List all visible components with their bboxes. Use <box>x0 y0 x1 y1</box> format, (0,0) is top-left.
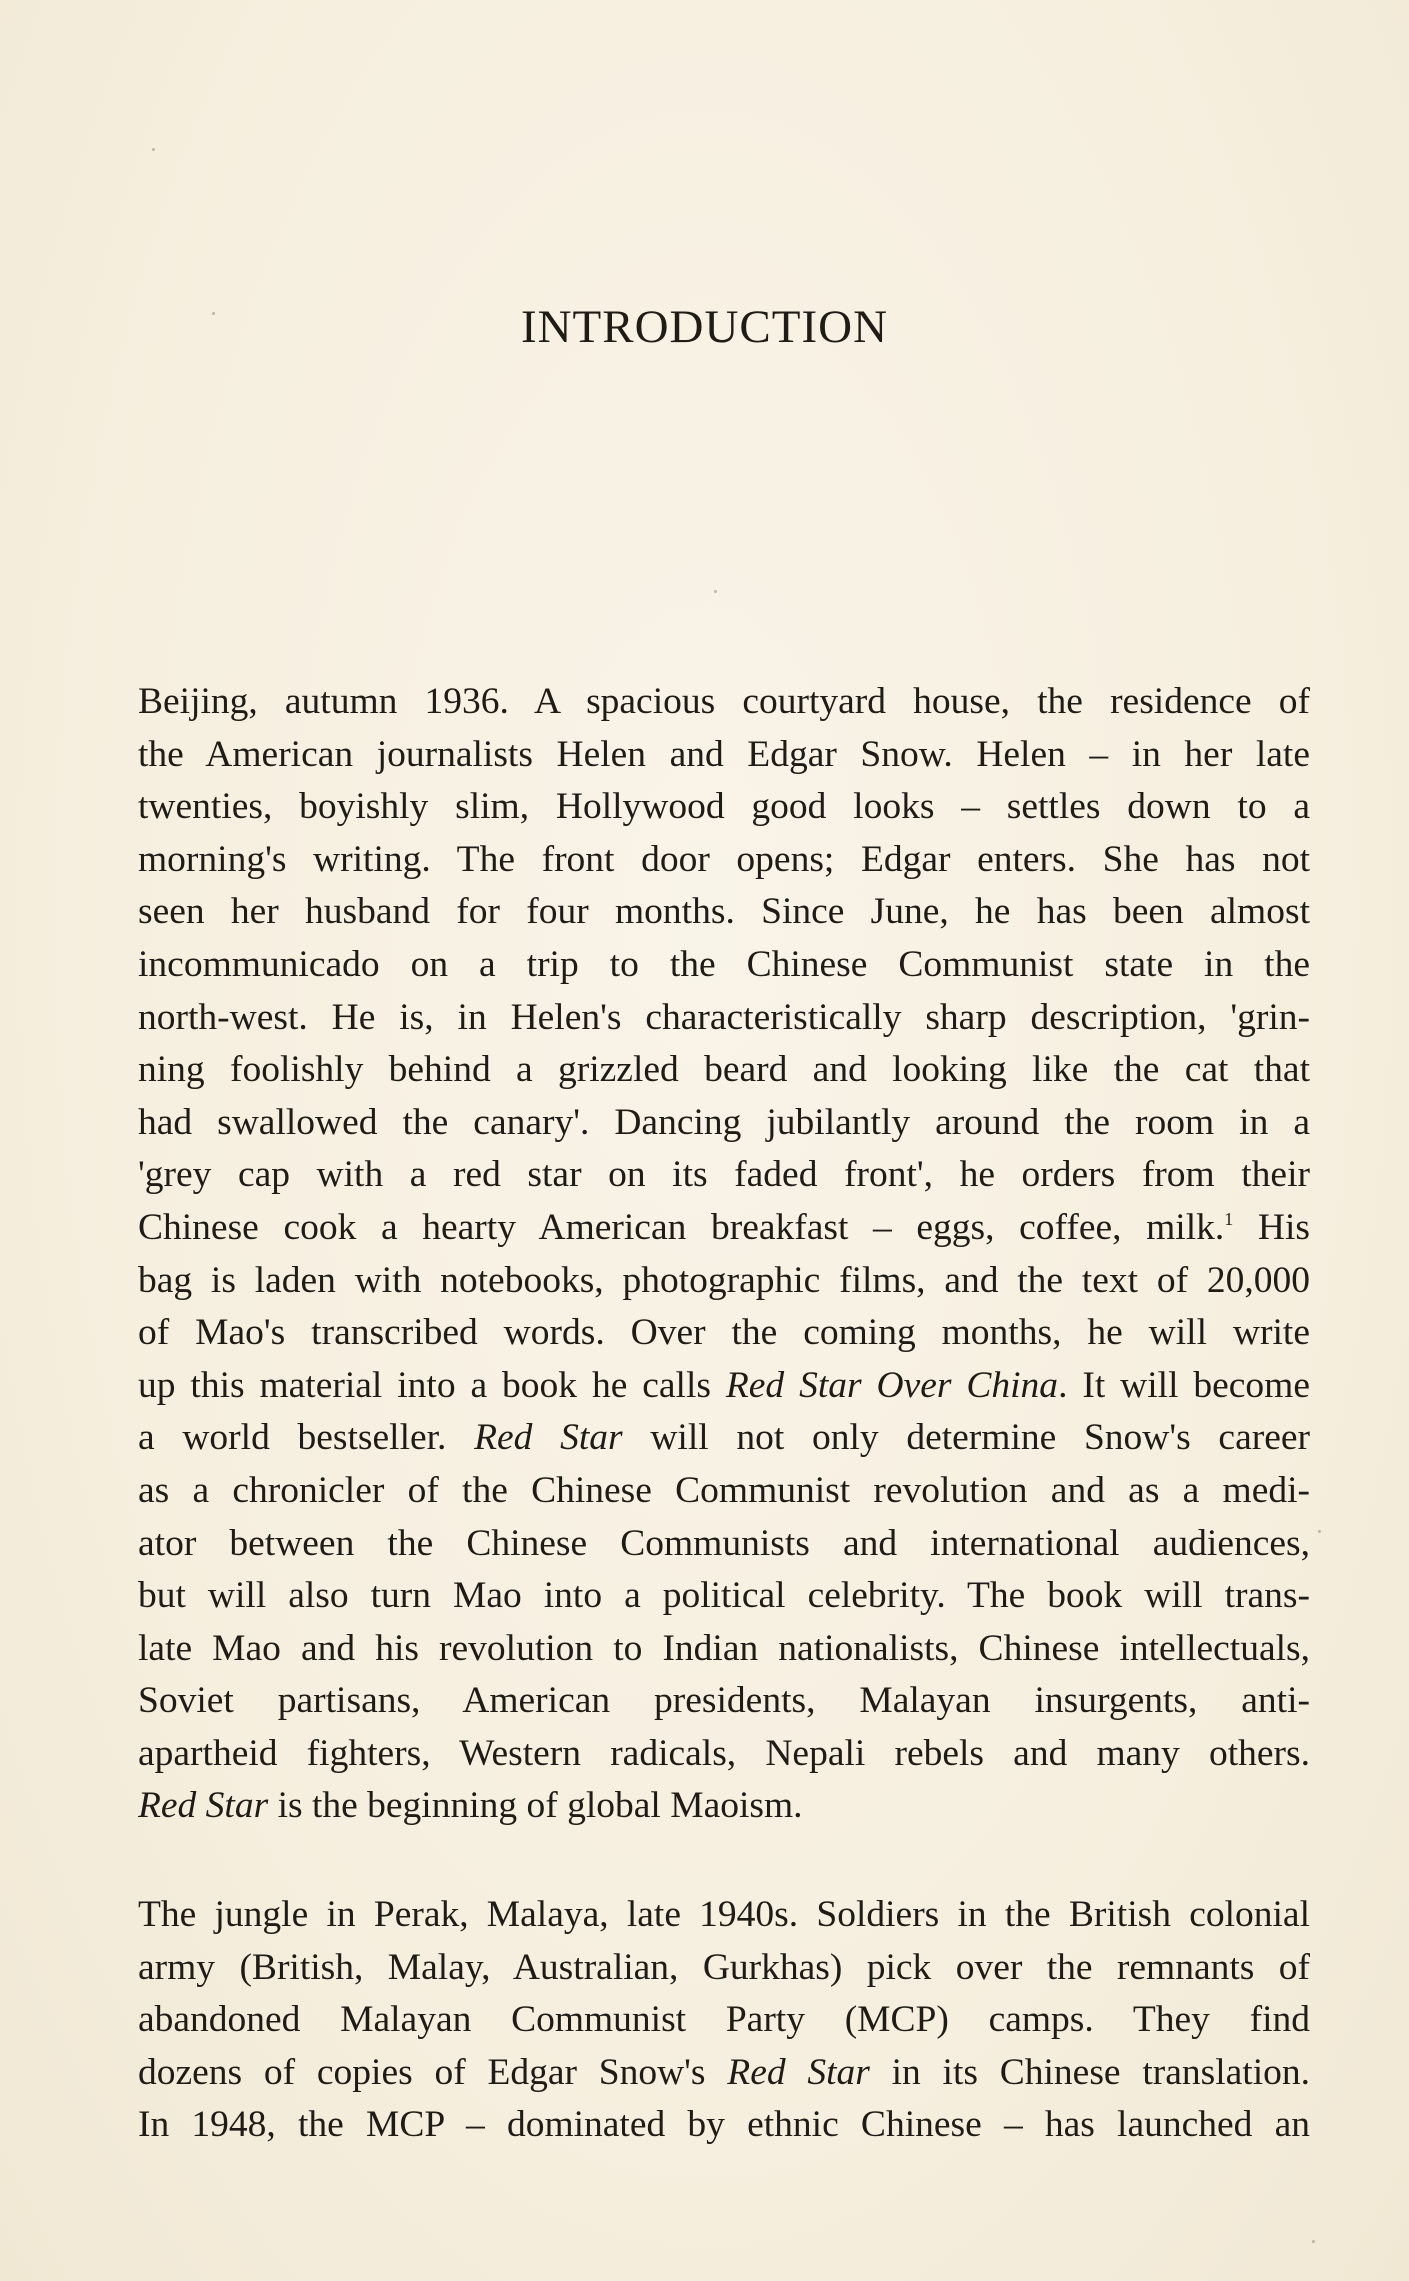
text-line: army (British, Malay, Australian, Gurkhas) pick over the remnants of <box>138 1946 1310 1988</box>
text-line: ator between the Chinese Communists and international audiences, <box>138 1522 1310 1564</box>
text-line: morning's writing. The front door opens; Edgar enters. She has not <box>138 838 1310 880</box>
text-segment: dozens of copies of Edgar Snow's <box>138 2051 728 2093</box>
text-segment: Chinese cook a hearty American breakfast – eggs, coffee, milk. <box>138 1206 1225 1248</box>
text-line: the American journalists Helen and Edgar Snow. Helen – in her late <box>138 733 1310 775</box>
paper-speck <box>212 312 215 315</box>
text-line: seen her husband for four months. Since June, he has been almost <box>138 891 1310 933</box>
paper-speck <box>714 590 717 593</box>
text-line: late Mao and his revolution to Indian nationalists, Chinese intellectuals, <box>138 1627 1310 1669</box>
chapter-heading: INTRODUCTION <box>520 301 889 353</box>
book-title-italic: Red Star <box>138 1785 269 1827</box>
text-line <box>138 2047 1310 2100</box>
text-line: of Mao's transcribed words. Over the coming months, he will write <box>138 1312 1310 1354</box>
text-line: apartheid fighters, Western radicals, Nepali rebels and many others. <box>138 1732 1310 1774</box>
footnote-marker: 1 <box>1224 1208 1234 1229</box>
text-segment: in its Chinese translation. <box>869 2051 1310 2093</box>
text-line: abandoned Malayan Communist Party (MCP) camps. They find <box>138 1999 1310 2041</box>
text-line: north-west. He is, in Helen's characteristically sharp description, 'grin- <box>138 996 1310 1038</box>
text-line: but will also turn Mao into a political celebrity. The book will trans- <box>138 1575 1310 1617</box>
text-segment: up this material into a book he calls <box>138 1364 726 1406</box>
text-line: incommunicado on a trip to the Chinese Communist state in the <box>138 943 1310 985</box>
text-segment: . It will become <box>1058 1364 1310 1406</box>
book-title-italic: Red Star <box>474 1417 623 1459</box>
book-title-italic: Red Star Over China <box>725 1364 1059 1406</box>
paper-speck <box>1312 2240 1315 2243</box>
text-line: bag is laden with notebooks, photographic films, and the text of 20,000 <box>138 1259 1310 1301</box>
paragraph-beijing <box>138 676 1310 1833</box>
paper-speck <box>152 148 155 151</box>
text-line: In 1948, the MCP – dominated by ethnic Chinese – has launched an <box>138 2104 1310 2146</box>
book-title-italic: Red Star <box>727 2051 870 2093</box>
text-line <box>138 1360 1310 1413</box>
text-line: twenties, boyishly slim, Hollywood good looks – settles down to a <box>138 786 1310 828</box>
text-line: The jungle in Perak, Malaya, late 1940s. Soldiers in the British colonial <box>138 1894 1310 1935</box>
text-line: 'grey cap with a red star on its faded front', he orders from their <box>138 1154 1310 1196</box>
text-line: Soviet partisans, American presidents, Malayan insurgents, anti- <box>138 1680 1310 1722</box>
text-segment: will not only determine Snow's career <box>622 1417 1310 1459</box>
text-line <box>138 1412 1310 1465</box>
paragraph-malaya <box>138 1889 1310 2152</box>
text-line: as a chronicler of the Chinese Communist revolution and as a medi- <box>138 1469 1310 1511</box>
text-line <box>138 1780 1310 1833</box>
text-line: had swallowed the canary'. Dancing jubilantly around the room in a <box>138 1101 1310 1143</box>
text-line: Beijing, autumn 1936. A spacious courtyard house, the residence of <box>138 681 1310 722</box>
paper-speck <box>1318 1530 1321 1533</box>
text-line: ning foolishly behind a grizzled beard and looking like the cat that <box>138 1049 1310 1091</box>
text-segment: His <box>1233 1206 1310 1248</box>
text-segment: a world bestseller. <box>138 1417 475 1459</box>
text-line <box>138 1202 1310 1255</box>
text-segment: is the beginning of global Maoism. <box>268 1785 803 1827</box>
